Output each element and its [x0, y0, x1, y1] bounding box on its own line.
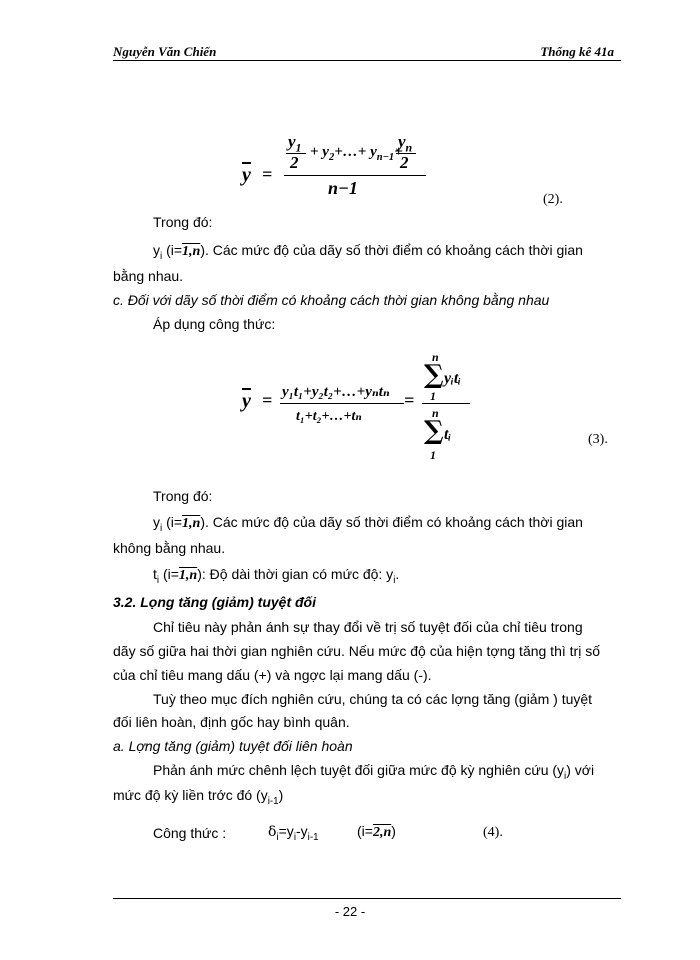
footer-rule	[113, 898, 621, 899]
paragraph-2-line-2: đối liên hoàn, định gốc hay bình quân.	[113, 714, 350, 730]
formula-2-denominator: n−1	[328, 178, 358, 198]
paragraph-2-line-1: Tuỳ theo mục đích nghiên cứu, chúng ta có các lợng tăng (giảm ) tuyệt	[153, 691, 593, 707]
equation-number-3: (3).	[588, 432, 608, 447]
formula-2-numerator: $y_1$ 2 + $y_2+\dots+ y_{n-1}+$ $y_n$ 2	[284, 132, 424, 168]
formula-4: $\delta_i=y_i-y_{i-1}$	[268, 823, 319, 843]
paragraph-1-line-1: Chỉ tiêu này phản ánh sự thay đổi về trị số tuyệt đối của chỉ tiêu trong	[153, 619, 583, 635]
definition-yi-2-cont: không bằng nhau.	[113, 540, 226, 556]
formula-2-fraction-bar	[284, 175, 426, 176]
paragraph-3-line-2: mức độ kỳ liền trớc đó $(y_{i-1})$	[113, 787, 284, 807]
where-label-1: Trong đó:	[153, 214, 213, 230]
header-rule	[113, 60, 621, 61]
section-3-2-heading: 3.2. Lọng tăng (giảm) tuyệt đối	[113, 594, 316, 610]
equation-number-2: (2).	[543, 192, 563, 207]
definition-ti: $t_i$ (i=1,n): Độ dài thời gian có mức độ: $y_i$.	[153, 566, 400, 586]
equation-number-4: (4).	[483, 825, 503, 840]
header-author: Nguyễn Văn Chiến	[113, 44, 217, 59]
formula-4-range: (i=2,n)	[357, 823, 396, 840]
formula-4-label: Công thức :	[153, 825, 227, 841]
where-label-2: Trong đó:	[153, 488, 213, 504]
header-course: Thống kê 41a	[540, 44, 614, 59]
section-a-heading: a. Lợng tăng (giảm) tuyệt đối liên hoàn	[113, 738, 353, 754]
paragraph-1-line-2: dãy số giữa hai thời gian nghiên cứu. Nếu mức độ của hiện tợng tăng thì trị số	[113, 643, 600, 659]
definition-yi-1: $y_i$ (i=1,n). Các mức độ của dãy số thời điểm có khoảng cách thời gian	[153, 242, 583, 262]
definition-yi-1-cont: bằng nhau.	[113, 268, 184, 284]
paragraph-3-line-1: Phản ánh mức chênh lệch tuyệt đối giữa mức độ kỳ nghiên cứu $(y_i)$ với	[153, 762, 595, 782]
paragraph-1-line-3: của chỉ tiêu mang dấu (+) và ngợc lại mang dấu (-).	[113, 667, 432, 683]
formula-3: $\overline{y}$ = y₁t₁+y₂t₂+…+yₙtₙ t₁+t₂+…+tₙ = n ∑ yᵢtᵢ 1 n ∑ tᵢ 1	[240, 356, 480, 476]
formula-2-lhs: $\overline{y}$	[242, 164, 251, 186]
definition-yi-2: $y_i$ (i=1,n). Các mức độ của dãy số thời điểm có khoảng cách thời gian	[153, 514, 583, 534]
apply-formula-label: Áp dụng công thức:	[153, 316, 276, 332]
section-c-heading: c. Đối với dãy số thời điểm có khoảng cách thời gian không bằng nhau	[113, 292, 550, 308]
page-number: - 22 -	[334, 904, 366, 919]
formula-2: $\overline{y}$ = $y_1$ 2 + $y_2+\dots+ y_{n-1}+$ $y_n$ 2 n−1	[238, 132, 438, 202]
